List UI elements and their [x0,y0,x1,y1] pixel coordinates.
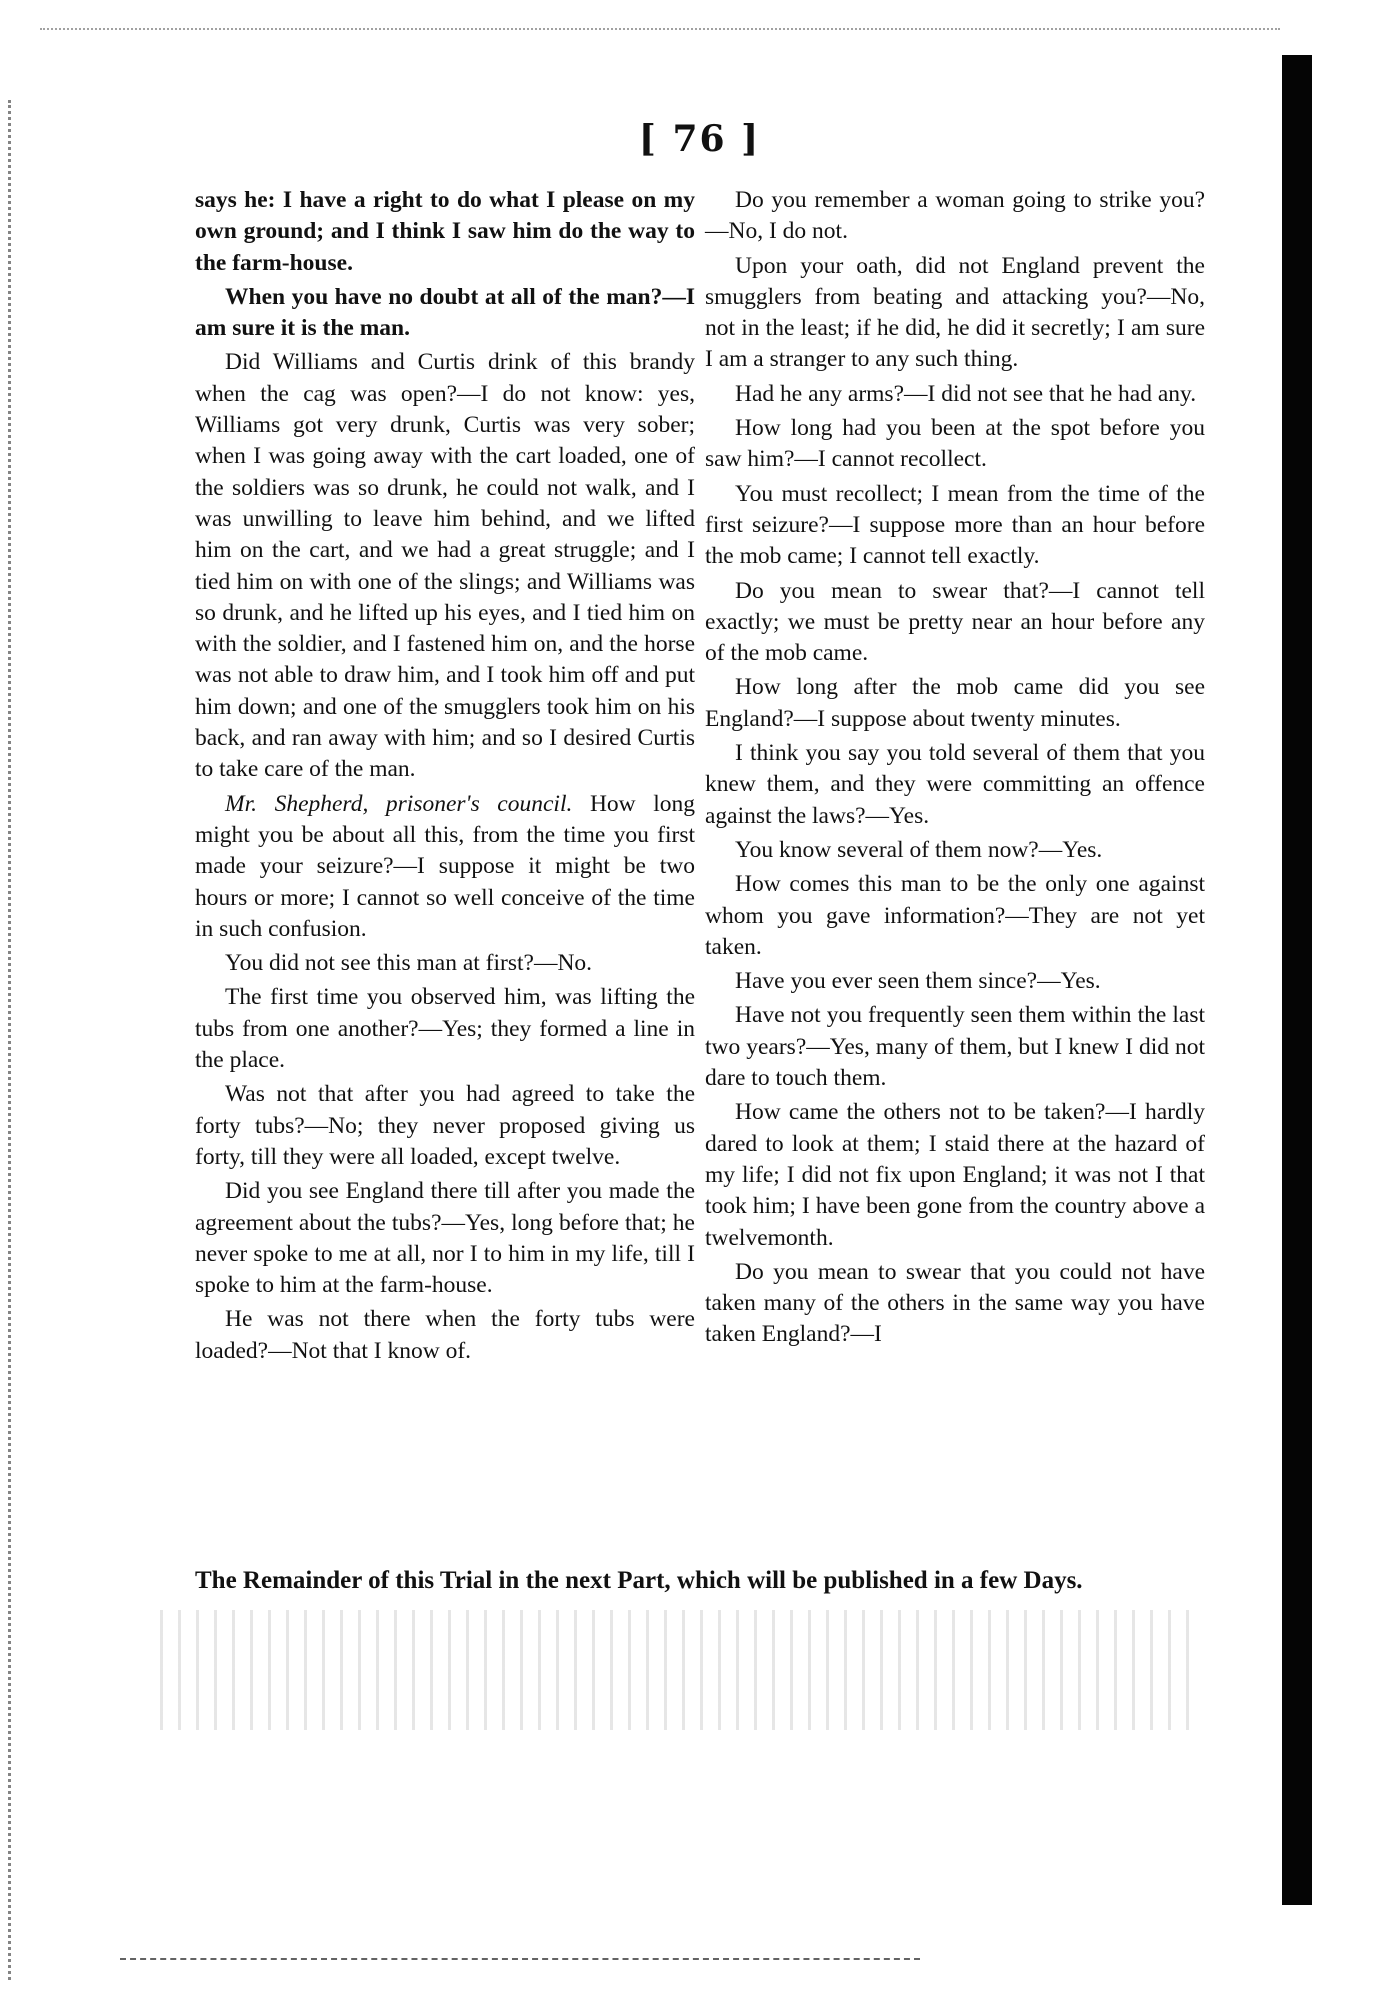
speaker-label: Mr. Shepherd, prisoner's council. [225,790,573,817]
paragraph-text: Have not you frequently seen them within the last two years?—Yes, many of them, but I knew I did not dare to touch them. [705,1002,1205,1092]
paragraph-text: You know several of them now?—Yes. [735,836,1103,863]
paragraph [705,738,1205,832]
paragraph [195,347,695,785]
paragraph-text: Did you see England there till after you made the agreement about the tubs?—Yes, long before that; he never spoke to me at all, nor I to him in my life, till I spoke to him at the farm-house. [195,1178,695,1299]
paragraph [705,966,1205,997]
paragraph [705,1000,1205,1094]
paragraph-text: How long had you been at the spot before you saw him?—I cannot recollect. [705,415,1205,473]
paragraph-text: How long might you be about all this, from the time you first made your seizure?—I suppose it might be two hours or more; I cannot so well conceive of the time in such confusion. [195,790,695,942]
paragraph-text: I think you say you told several of them that you knew them, and they were committing an offence against the laws?—Yes. [705,740,1205,829]
paragraph-text: You must recollect; I mean from the time of the first seizure?—I suppose more than an hour before the mob came; I cannot tell exactly. [705,480,1205,570]
bleed-through-text [160,1610,1200,1730]
paragraph-text: Do you mean to swear that?—I cannot tell exactly; we must be pretty near an hour before any of the mob came. [705,577,1205,667]
paragraph-text: The first time you observed him, was lifting the tubs from one another?—Yes; they formed a line in the place. [195,984,695,1074]
paragraph-text: You did not see this man at first?—No. [225,950,593,977]
paragraph [705,869,1205,963]
paragraph [195,789,695,945]
paragraph-text: How comes this man to be the only one against whom you gave information?—They are not yet taken. [705,871,1205,960]
paragraph [195,185,695,279]
paragraph-text: Have you ever seen them since?—Yes. [735,968,1101,995]
paragraph-text: Do you mean to swear that you could not have taken many of the others in the same way you have taken England?—I [705,1258,1205,1348]
continuation-note: The Remainder of this Trial in the next Part, which will be published in a few Days. [195,1567,1083,1594]
paragraph [195,982,695,1076]
paragraph [705,576,1205,670]
paragraph [705,185,1205,248]
paragraph [705,835,1205,866]
paragraph [705,1097,1205,1253]
paragraph-text: How long after the mob came did you see England?—I suppose about twenty minutes. [705,674,1205,732]
paragraph [705,672,1205,735]
paragraph [195,1079,695,1173]
paragraph [705,379,1205,410]
paragraph-text: He was not there when the forty tubs were loaded?—Not that I know of. [195,1306,695,1364]
paragraph [195,1304,695,1367]
paragraph-text: Do you remember a woman going to strike you?—No, I do not. [705,187,1205,245]
scan-noise-bottom [120,1958,920,1964]
paragraph-text: Did Williams and Curtis drink of this brandy when the cag was open?—I do not know: yes, Williams got very drunk, Curtis was very sober; when I was going away with the cart loaded, one of the soldiers was so drunk, he could not walk, and I was unwilling to leave him behind, and we lifted him on the cart, and we had a great struggle; and I tied him on with one of the slings; and Williams was so drunk, and he lifted up his eyes, and I tied him on with the soldier, and I fastened him on, and the horse was not able to draw him, and I took him off and put him down; and one of the smugglers took him on his back, and ran away with him; and so I desired Curtis to take care of the man. [195,349,695,783]
left-column [195,185,695,1370]
paragraph-text: Upon your oath, did not England prevent the smugglers from beating and attacking you?—No, not in the least; if he did, he did it secretly; I am sure I am a stranger to any such thing. [705,252,1205,373]
paragraph-text: How came the others not to be taken?—I hardly dared to look at them; I staid there at the hazard of my life; I did not fix upon England; it was not I that took him; I have been gone from the country above a twelvemonth. [705,1099,1205,1251]
paragraph [195,948,695,979]
paragraph [705,479,1205,573]
page-gutter-edge [8,100,31,1980]
right-column [705,185,1205,1354]
page-number: [ 76 ] [638,118,761,160]
scan-dark-border [1282,55,1312,1905]
paragraph-text: Was not that after you had agreed to take the forty tubs?—No; they never proposed giving us forty, till they were all loaded, except twelve. [195,1081,695,1170]
paragraph [705,1257,1205,1351]
scan-noise-top [40,28,1280,33]
paragraph [705,251,1205,376]
paragraph [705,413,1205,476]
paragraph-text: When you have no doubt at all of the man?—I am sure it is the man. [195,283,695,342]
paragraph-text: says he: I have a right to do what I please on my own ground; and I think I saw him do the way to the farm-house. [195,187,695,276]
paragraph [195,282,695,345]
paragraph-text: Had he any arms?—I did not see that he had any. [735,380,1197,407]
paragraph [195,1176,695,1301]
